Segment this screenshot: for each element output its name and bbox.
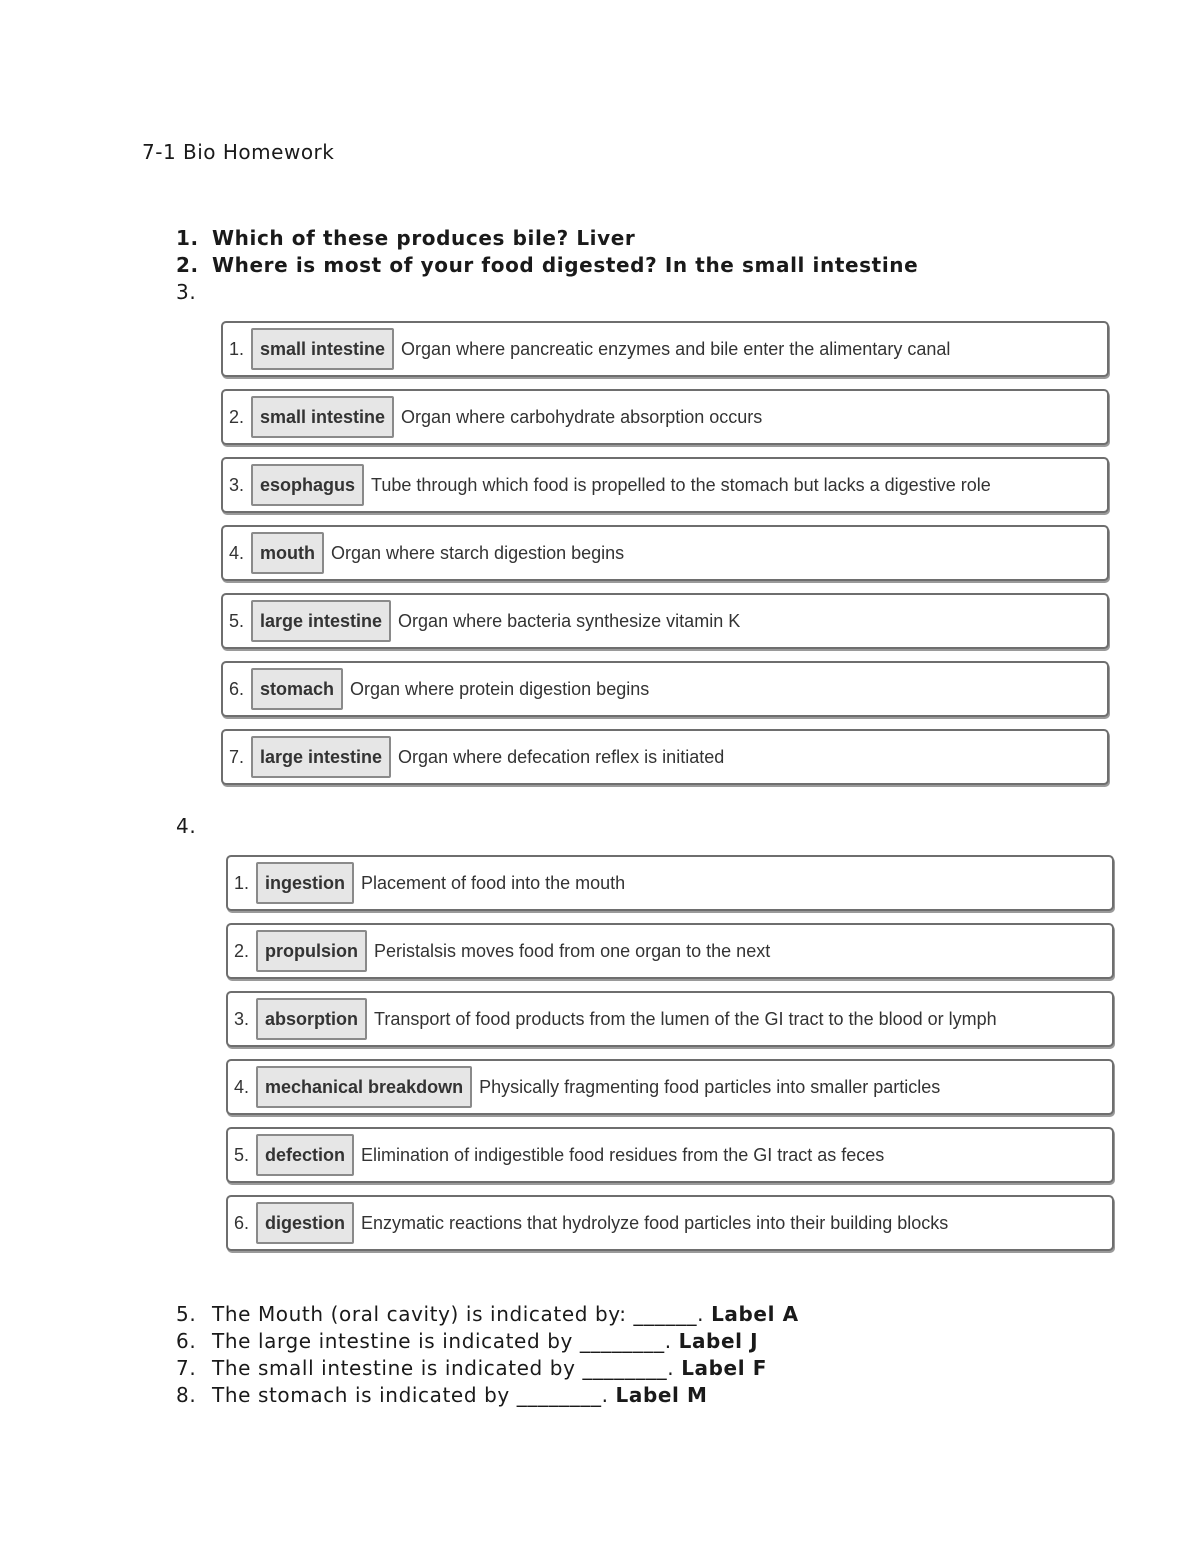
question-prompt: The small intestine is indicated by ________. [212, 1356, 682, 1380]
term-chip[interactable]: mechanical breakdown [256, 1066, 472, 1108]
question-1 [176, 226, 635, 250]
definition-text: Organ where bacteria synthesize vitamin K [398, 610, 741, 631]
question-prompt: The stomach is indicated by ________. [212, 1383, 616, 1407]
answer-text: Label M [615, 1383, 708, 1407]
match-row [226, 855, 1114, 911]
term-chip[interactable]: digestion [256, 1202, 354, 1244]
term-chip[interactable]: propulsion [256, 930, 367, 972]
row-number: 3. [229, 474, 245, 495]
row-number: 6. [229, 678, 245, 699]
question-7 [176, 1356, 767, 1380]
row-number: 1. [234, 872, 250, 893]
match-row [221, 321, 1109, 377]
term-chip[interactable]: large intestine [251, 600, 391, 642]
question-number: 4. [176, 814, 197, 838]
term-chip[interactable]: defection [256, 1134, 354, 1176]
match-row [226, 923, 1114, 979]
question-2 [176, 253, 918, 277]
answer-text: Label A [711, 1302, 799, 1326]
match-row [226, 1059, 1114, 1115]
question-5 [176, 1302, 799, 1326]
definition-text: Enzymatic reactions that hydrolyze food particles into their building blocks [361, 1212, 949, 1233]
question-number: 2. [176, 253, 199, 277]
term-chip[interactable]: stomach [251, 668, 343, 710]
term-chip[interactable]: large intestine [251, 736, 391, 778]
question-number: 7. [176, 1356, 197, 1380]
match-row [226, 1195, 1114, 1251]
row-number: 4. [234, 1076, 250, 1097]
row-number: 2. [229, 406, 245, 427]
answer-text: Label F [681, 1356, 768, 1380]
match-row [226, 1127, 1114, 1183]
definition-text: Physically fragmenting food particles into smaller particles [479, 1076, 941, 1097]
term-chip[interactable]: esophagus [251, 464, 364, 506]
row-number: 1. [229, 338, 245, 359]
definition-text: Organ where defecation reflex is initiated [398, 746, 725, 767]
definition-text: Organ where carbohydrate absorption occurs [401, 406, 763, 427]
question-3 [176, 280, 212, 304]
row-number: 3. [234, 1008, 250, 1029]
definition-text: Transport of food products from the lumen of the GI tract to the blood or lymph [374, 1008, 997, 1029]
answer-text: Label J [678, 1329, 759, 1353]
definition-text: Organ where protein digestion begins [350, 678, 650, 699]
match-row [221, 593, 1109, 649]
match-row [226, 991, 1114, 1047]
question-number: 3. [176, 280, 197, 304]
row-number: 2. [234, 940, 250, 961]
row-number: 6. [234, 1212, 250, 1233]
match-row [221, 389, 1109, 445]
match-row [221, 525, 1109, 581]
row-number: 7. [229, 746, 245, 767]
definition-text: Tube through which food is propelled to the stomach but lacks a digestive role [371, 474, 991, 495]
match-row [221, 457, 1109, 513]
row-number: 5. [229, 610, 245, 631]
question-number: 5. [176, 1302, 197, 1326]
match-row [221, 661, 1109, 717]
term-chip[interactable]: mouth [251, 532, 324, 574]
question-number: 8. [176, 1383, 197, 1407]
question-prompt: The large intestine is indicated by ________. [212, 1329, 679, 1353]
definition-text: Peristalsis moves food from one organ to the next [374, 940, 771, 961]
definition-text: Organ where starch digestion begins [330, 542, 625, 563]
page-title: 7-1 Bio Homework [142, 140, 335, 164]
question-prompt: The Mouth (oral cavity) is indicated by: ______. [212, 1302, 712, 1326]
definition-text: Placement of food into the mouth [361, 872, 626, 893]
term-chip[interactable]: ingestion [256, 862, 354, 904]
question-number: 6. [176, 1329, 197, 1353]
match-row [221, 729, 1109, 785]
definition-text: Organ where pancreatic enzymes and bile enter the alimentary canal [401, 338, 951, 359]
question-8 [176, 1383, 708, 1407]
question-text: Where is most of your food digested? In the small intestine [212, 253, 919, 277]
term-chip[interactable]: small intestine [251, 396, 394, 438]
question-6 [176, 1329, 758, 1353]
row-number: 5. [234, 1144, 250, 1165]
question-4 [176, 814, 212, 838]
term-chip[interactable]: small intestine [251, 328, 394, 370]
question-number: 1. [176, 226, 199, 250]
row-number: 4. [229, 542, 245, 563]
definition-text: Elimination of indigestible food residues from the GI tract as feces [361, 1144, 885, 1165]
question-text: Which of these produces bile? Liver [212, 226, 636, 250]
term-chip[interactable]: absorption [256, 998, 367, 1040]
